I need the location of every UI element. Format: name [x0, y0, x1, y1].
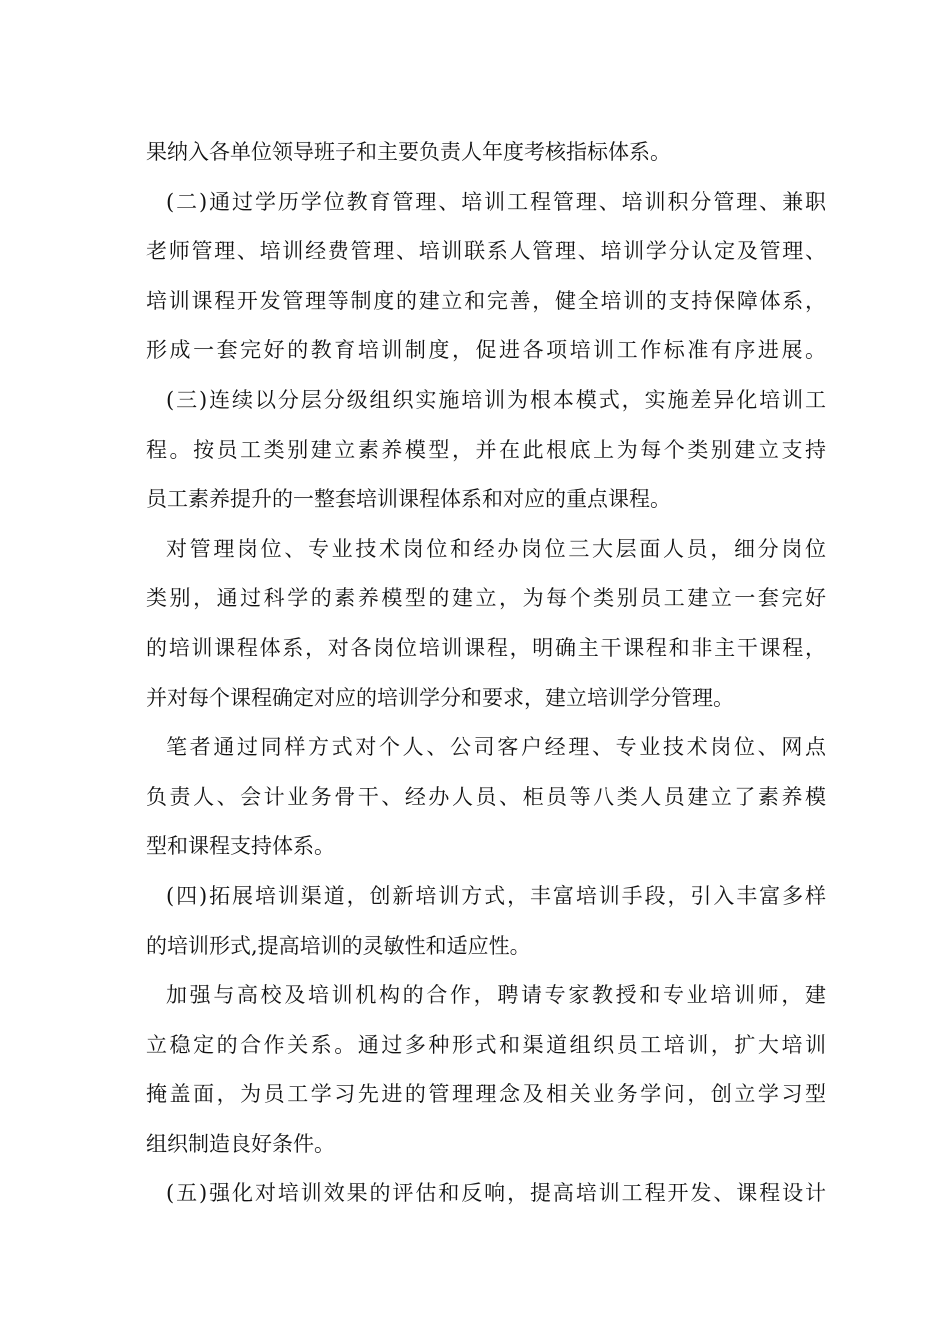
body-text	[146, 128, 826, 1219]
text-line: (三)连续以分层分级组织实施培训为根本模式，实施差异化培训工	[166, 387, 826, 412]
text-line: (二)通过学历学位教育管理、培训工程管理、培训积分管理、兼职	[166, 189, 826, 214]
text-line: 加强与高校及培训机构的合作，聘请专家教授和专业培训师，建	[166, 983, 826, 1008]
text-line: 型和课程支持体系。	[146, 834, 335, 859]
text-line: 培训课程开发管理等制度的建立和完善，健全培训的支持保障体系，	[146, 288, 826, 313]
text-line: 果纳入各单位领导班子和主要负责人年度考核指标体系。	[146, 140, 671, 164]
text-line: 掩盖面，为员工学习先进的管理理念及相关业务学问，创立学习型	[146, 1082, 826, 1107]
text-line: 的培训形式,提高培训的灵敏性和适应性。	[146, 933, 531, 958]
text-line: 程。按员工类别建立素养模型，并在此根底上为每个类别建立支持	[146, 437, 826, 462]
text-line: 负责人、会计业务骨干、经办人员、柜员等八类人员建立了素养模	[146, 784, 826, 809]
text-line: 笔者通过同样方式对个人、公司客户经理、专业技术岗位、网点	[166, 735, 826, 760]
text-line: 的培训课程体系，对各岗位培训课程，明确主干课程和非主干课程，	[146, 635, 826, 660]
text-line: 类别，通过科学的素养模型的建立，为每个类别员工建立一套完好	[146, 586, 826, 611]
text-line: 形成一套完好的教育培训制度，促进各项培训工作标准有序进展。	[146, 338, 826, 363]
text-line: 对管理岗位、专业技术岗位和经办岗位三大层面人员，细分岗位	[166, 536, 826, 561]
text-line: (五)强化对培训效果的评估和反响，提高培训工程开发、课程设计	[166, 1181, 826, 1206]
text-line: 员工素养提升的一整套培训课程体系和对应的重点课程。	[146, 487, 671, 512]
text-line: 老师管理、培训经费管理、培训联系人管理、培训学分认定及管理、	[146, 239, 826, 264]
text-line: 并对每个课程确定对应的培训学分和要求，建立培训学分管理。	[146, 685, 734, 710]
text-line: (四)拓展培训渠道，创新培训方式，丰富培训手段，引入丰富多样	[166, 883, 826, 908]
text-line: 组织制造良好条件。	[146, 1131, 335, 1156]
text-line: 立稳定的合作关系。通过多种形式和渠道组织员工培训，扩大培训	[146, 1032, 826, 1057]
